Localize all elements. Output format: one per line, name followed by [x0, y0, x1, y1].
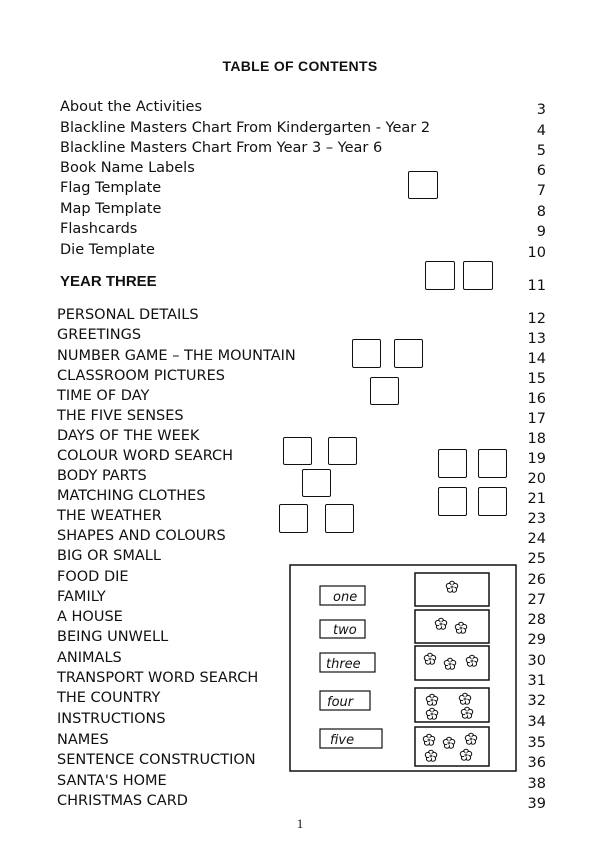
- toc-entry-page: 7: [536, 183, 546, 199]
- toc-entry-label[interactable]: Flag Template: [60, 180, 162, 196]
- toc-entry-label[interactable]: CHRISTMAS CARD: [57, 793, 188, 809]
- toc-entry-page: 30: [527, 653, 546, 669]
- toc-entry-page: 12: [527, 311, 546, 327]
- number-word: three: [326, 657, 361, 672]
- toc-entry-page: 6: [536, 163, 546, 179]
- toc-entry-label[interactable]: COLOUR WORD SEARCH: [57, 448, 234, 464]
- flower-icon: [444, 658, 455, 669]
- toc-entry-label[interactable]: Die Template: [60, 242, 155, 258]
- toc-entry-page: 34: [527, 714, 546, 730]
- toc-entry-label[interactable]: THE WEATHER: [57, 508, 162, 524]
- toc-entry-page: 35: [527, 735, 546, 751]
- toc-entry-label[interactable]: GREETINGS: [57, 327, 142, 343]
- flower-icon: [466, 655, 477, 666]
- toc-entry-page: 39: [527, 796, 546, 812]
- toc-entry-page: 27: [527, 592, 546, 608]
- picture-box: [415, 688, 489, 722]
- toc-entry-label[interactable]: Flashcards: [60, 221, 138, 237]
- flower-icon: [465, 733, 476, 744]
- toc-entry-label[interactable]: SENTENCE CONSTRUCTION: [57, 752, 256, 768]
- toc-entry-label[interactable]: SANTA'S HOME: [57, 773, 167, 789]
- toc-entry-label[interactable]: About the Activities: [60, 99, 203, 115]
- toc-entry-page: 17: [527, 411, 546, 427]
- toc-entry-label[interactable]: FAMILY: [57, 589, 106, 605]
- flower-icon: [423, 734, 434, 745]
- flower-icon: [435, 618, 446, 629]
- toc-entry-page: 26: [527, 572, 546, 588]
- toc-entry-label[interactable]: SHAPES AND COLOURS: [57, 528, 226, 544]
- toc-entry-page: 16: [527, 391, 546, 407]
- toc-entry-page: 9: [536, 224, 546, 240]
- toc-entry-label[interactable]: DAYS OF THE WEEK: [57, 428, 200, 444]
- toc-entry-label[interactable]: BODY PARTS: [57, 468, 147, 484]
- picture-box: [415, 610, 489, 643]
- toc-entry-label[interactable]: CLASSROOM PICTURES: [57, 368, 225, 384]
- toc-entry-label[interactable]: Blackline Masters Chart From Year 3 – Year 6: [60, 140, 383, 156]
- card-frame: [290, 565, 516, 771]
- flower-icon: [461, 707, 472, 718]
- flower-icon: [425, 750, 436, 761]
- toc-entry-page: 10: [527, 245, 546, 261]
- flower-icon: [426, 694, 437, 705]
- toc-entry-label[interactable]: PERSONAL DETAILS: [57, 307, 199, 323]
- number-word: five: [330, 733, 355, 748]
- toc-entry-page: 19: [527, 451, 546, 467]
- toc-entry-page: 4: [536, 123, 546, 139]
- toc-entry-page: 8: [536, 204, 546, 220]
- toc-entry-page: 3: [536, 102, 546, 118]
- flower-icon: [460, 749, 471, 760]
- flower-icon: [426, 708, 437, 719]
- flower-icon: [455, 622, 466, 633]
- toc-entry-page: 32: [527, 693, 546, 709]
- toc-entry-page: 38: [527, 776, 546, 792]
- number-word: four: [327, 695, 354, 710]
- page-number: 1: [296, 816, 304, 831]
- toc-entry-label[interactable]: MATCHING CLOTHES: [57, 488, 206, 504]
- toc-entry-label[interactable]: Book Name Labels: [60, 160, 195, 176]
- flower-icon: [459, 693, 470, 704]
- toc-entry-page: 20: [527, 471, 546, 487]
- number-word: one: [333, 590, 358, 605]
- flower-icon: [424, 653, 435, 664]
- toc-entry-page: 31: [527, 673, 546, 689]
- toc-entry-page: 18: [527, 431, 546, 447]
- toc-entry-label[interactable]: INSTRUCTIONS: [57, 711, 166, 727]
- toc-entry-label[interactable]: THE COUNTRY: [57, 690, 161, 706]
- toc-entry-label[interactable]: BIG OR SMALL: [57, 548, 161, 564]
- section-page: 11: [527, 278, 546, 294]
- toc-entry-page: 23: [527, 511, 546, 527]
- toc-entry-page: 25: [527, 551, 546, 567]
- toc-entry-label[interactable]: TIME OF DAY: [57, 388, 150, 404]
- toc-entry-label[interactable]: BEING UNWELL: [57, 629, 169, 645]
- section-heading: YEAR THREE: [60, 273, 157, 290]
- toc-entry-page: 14: [527, 351, 546, 367]
- toc-entry-label[interactable]: Blackline Masters Chart From Kindergarten - Year 2: [60, 120, 431, 136]
- page-title: TABLE OF CONTENTS: [222, 58, 378, 74]
- toc-entry-page: 15: [527, 371, 546, 387]
- toc-entry-page: 29: [527, 632, 546, 648]
- toc-entry-page: 13: [527, 331, 546, 347]
- number-word: two: [333, 623, 357, 638]
- toc-entry-label[interactable]: FOOD DIE: [57, 569, 129, 585]
- toc-entry-page: 24: [527, 531, 546, 547]
- toc-entry-label[interactable]: A HOUSE: [57, 609, 123, 625]
- flower-icon: [446, 581, 457, 592]
- toc-entry-page: 28: [527, 612, 546, 628]
- toc-entry-page: 5: [536, 143, 546, 159]
- toc-entry-label[interactable]: TRANSPORT WORD SEARCH: [57, 670, 259, 686]
- toc-entry-label[interactable]: NAMES: [57, 732, 109, 748]
- toc-entry-label[interactable]: THE FIVE SENSES: [57, 408, 184, 424]
- toc-entry-label[interactable]: NUMBER GAME – THE MOUNTAIN: [57, 348, 296, 364]
- toc-entry-label[interactable]: ANIMALS: [57, 650, 122, 666]
- flower-icon: [443, 737, 454, 748]
- toc-entry-page: 36: [527, 755, 546, 771]
- toc-entry-page: 21: [527, 491, 546, 507]
- toc-entry-label[interactable]: Map Template: [60, 201, 162, 217]
